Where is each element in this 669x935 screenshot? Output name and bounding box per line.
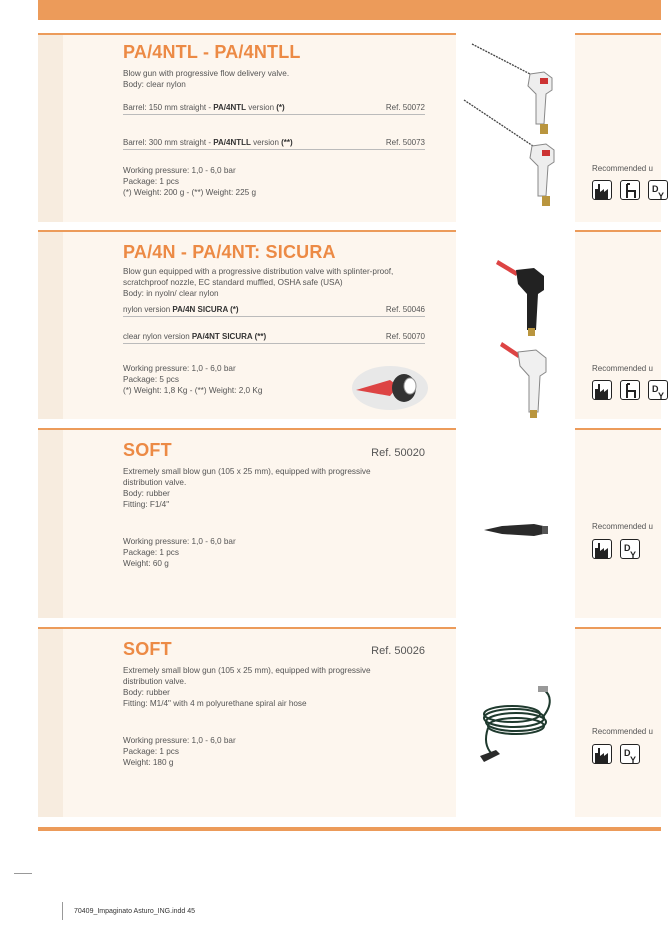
- chair-icon: [620, 380, 640, 400]
- variant-row: Barrel: 150 mm straight - PA/4NTL version (*) Ref. 50072: [123, 102, 425, 115]
- soft-blow-gun-with-spiral-hose-image: [474, 684, 564, 764]
- factory-icon: [592, 380, 612, 400]
- diy-icon: [648, 180, 668, 200]
- product-specs: Working pressure: 1,0 - 6,0 bar Package: 5 pcs (*) Weight: 1,8 Kg - (**) Weight: 2,0 Kg: [123, 364, 263, 395]
- recommended-panel-4: [575, 627, 661, 817]
- ref-number: Ref. 50070: [385, 332, 425, 341]
- recommended-use-label: Recommended u: [592, 364, 653, 373]
- ref-number: Ref. 50072: [385, 103, 425, 112]
- ref-number: Ref. 50073: [385, 138, 425, 147]
- product-title: SOFT: [123, 440, 172, 460]
- recommended-use-label: Recommended u: [592, 727, 653, 736]
- crop-mark: [62, 902, 63, 920]
- long-barrel-blow-gun-image: [462, 40, 572, 210]
- svg-text:Y: Y: [630, 550, 637, 560]
- svg-text:Y: Y: [658, 191, 665, 201]
- svg-text:D: D: [652, 384, 659, 394]
- product-description: Extremely small blow gun (105 x 25 mm), equipped with progressive distribution valve. Body: rubber Fitting: M1/4" with 4 m polyurethane spiral air hose: [123, 666, 371, 708]
- sicura-blow-gun-image: [490, 250, 560, 420]
- svg-text:D: D: [624, 543, 631, 553]
- product-specs: Working pressure: 1,0 - 6,0 bar Package: 1 pcs Weight: 60 g: [123, 537, 236, 568]
- svg-text:D: D: [652, 184, 659, 194]
- ref-number: Ref. 50046: [385, 305, 425, 314]
- variant-row: nylon version PA/4N SICURA (*) Ref. 50046: [123, 304, 425, 317]
- diy-icon: [648, 380, 668, 400]
- nozzle-closeup-image: [350, 360, 430, 412]
- crop-mark: [14, 873, 32, 874]
- product-description: Extremely small blow gun (105 x 25 mm), equipped with progressive distribution valve. Body: rubber Fitting: F1/4": [123, 467, 371, 509]
- soft-blow-gun-image: [482, 518, 552, 542]
- ref-number: Ref. 50020: [371, 447, 425, 459]
- product-description: Blow gun equipped with a progressive distribution valve with splinter-proof, scratchproof nozzle, EC standard muffled, OSHA safe (USA) Body: in nyoln/ clear nylon: [123, 267, 394, 298]
- recommended-use-label: Recommended u: [592, 164, 653, 173]
- diy-icon: [620, 744, 640, 764]
- chair-icon: [620, 180, 640, 200]
- top-accent-bar: [38, 0, 661, 20]
- product-title: PA/4NTL - PA/4NTLL: [123, 42, 301, 62]
- svg-text:Y: Y: [658, 391, 665, 401]
- recommended-use-label: Recommended u: [592, 522, 653, 531]
- ref-number: Ref. 50026: [371, 645, 425, 657]
- product-specs: Working pressure: 1,0 - 6,0 bar Package: 1 pcs (*) Weight: 200 g - (**) Weight: 225 g: [123, 166, 257, 197]
- svg-text:D: D: [624, 748, 631, 758]
- product-title: PA/4N - PA/4NT: SICURA: [123, 242, 336, 262]
- variant-row: clear nylon version PA/4NT SICURA (**) Ref. 50070: [123, 331, 425, 344]
- factory-icon: [592, 744, 612, 764]
- product-specs: Working pressure: 1,0 - 6,0 bar Package: 1 pcs Weight: 180 g: [123, 736, 236, 767]
- variant-row: Barrel: 300 mm straight - PA/4NTLL version (**) Ref. 50073: [123, 137, 425, 150]
- factory-icon: [592, 539, 612, 559]
- product-description: Blow gun with progressive flow delivery valve. Body: clear nylon: [123, 69, 290, 89]
- print-footer: 70409_Impaginato Asturo_ING.indd 45: [74, 908, 196, 915]
- factory-icon: [592, 180, 612, 200]
- product-title: SOFT: [123, 639, 172, 659]
- diy-icon: [620, 539, 640, 559]
- svg-text:Y: Y: [630, 755, 637, 765]
- bottom-accent-line: [38, 827, 661, 831]
